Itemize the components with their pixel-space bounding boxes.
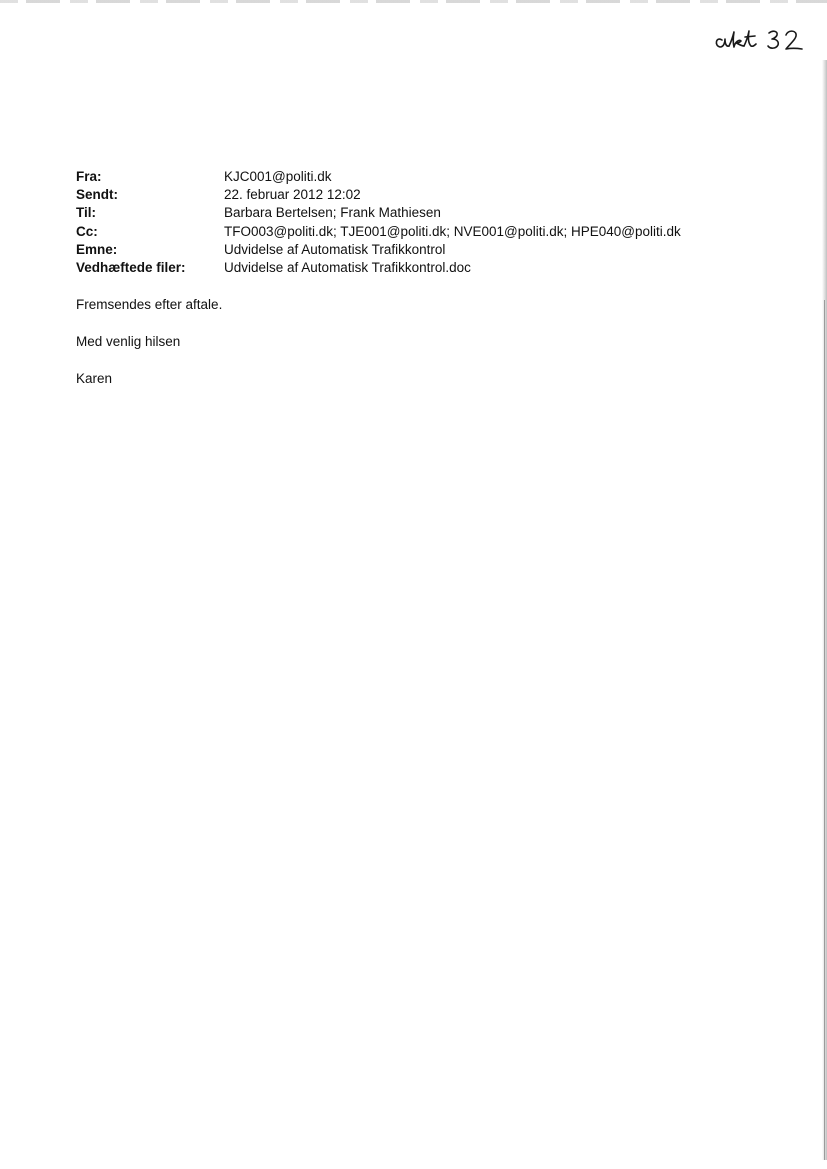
header-row-sent <box>76 186 681 204</box>
from-value: KJC001@politi.dk <box>224 169 332 184</box>
header-row-to <box>76 204 681 222</box>
body-line-1: Fremsendes efter aftale. <box>76 297 223 312</box>
scan-right-edge-line <box>824 300 825 1160</box>
body-signature: Karen <box>76 371 113 386</box>
header-row-attachments <box>76 259 681 277</box>
cc-value: TFO003@politi.dk; TJE001@politi.dk; NVE001@politi.dk; HPE040@politi.dk <box>224 223 681 239</box>
header-row-subject <box>76 241 681 259</box>
subject-value: Udvidelse af Automatisk Trafikkontrol <box>224 241 446 257</box>
header-row-from <box>76 168 681 186</box>
body-greeting: Med venlig hilsen <box>76 334 181 349</box>
to-value: Barbara Bertelsen; Frank Mathiesen <box>224 205 441 221</box>
cc-label: Cc: <box>76 223 98 239</box>
handwritten-annotation <box>712 22 812 56</box>
attachments-value: Udvidelse af Automatisk Trafikkontrol.doc <box>224 260 471 276</box>
to-label: Til: <box>76 205 96 221</box>
attachments-label: Vedhæftede filer: <box>76 260 186 276</box>
subject-label: Emne: <box>76 241 118 257</box>
from-label: Fra: <box>76 169 102 184</box>
email-header <box>76 168 681 277</box>
header-row-cc <box>76 223 681 241</box>
sent-label: Sendt: <box>76 187 118 203</box>
scan-top-edge <box>0 0 827 3</box>
sent-value: 22. februar 2012 12:02 <box>224 187 361 203</box>
